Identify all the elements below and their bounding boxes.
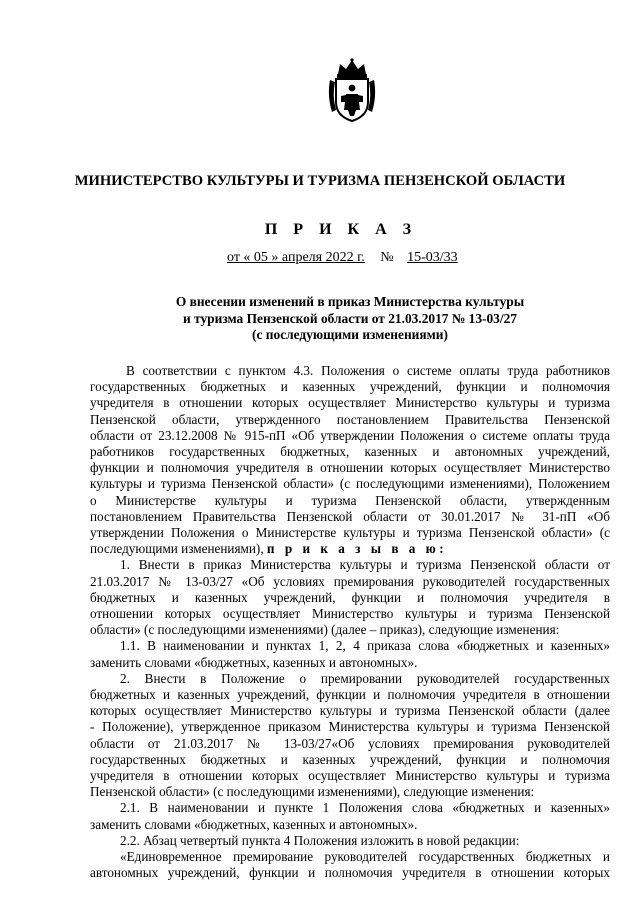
text-line: утверждении Положения о Министерстве культуры и туризма Пензенской области» (с (90, 525, 610, 541)
subject-line: (с последующими изменениями) (252, 327, 448, 342)
text-line: учредителя в отношении которых осуществляет Министерство культуры и туризма (90, 768, 610, 784)
preamble-paragraph (90, 363, 610, 557)
text-line: бюджетных и казенных учреждений, функции и полномочия учредителя в отношении (90, 687, 610, 703)
text-line: работников государственных бюджетных, казенных и автономных учреждений, (90, 444, 610, 460)
subject-line: и туризма Пензенской области от 21.03.2017 № 13-03/27 (183, 310, 517, 326)
text-line: учредителя в отношении которых осуществляет Министерство культуры и туризма (90, 395, 610, 411)
text-line: функции и полномочия учредителя в отношении которых осуществляет Министерство (90, 460, 610, 476)
text-line: 2.2. Абзац четвертый пункта 4 Положения изложить в новой редакции: (120, 832, 520, 848)
text-line (90, 541, 610, 557)
text-line: государственных бюджетных и казенных учреждений, функции и полномочия (90, 379, 610, 395)
paragraph-2-2 (90, 833, 610, 849)
text-line: 1. Внести в приказ Министерства культуры и туризма Пензенской области от (120, 557, 610, 573)
text-line: бюджетных и казенных учреждений, функции и полномочия учредителя в (90, 589, 610, 605)
text-line: о Министерстве культуры и туризма Пензенской области, утвержденным (90, 492, 610, 508)
text-line: 2. Внести в Положение о премировании руководителей государственных (120, 670, 610, 686)
order-date-number-line (227, 250, 458, 266)
text-line: 21.03.2017 № 13-03/27 «Об условиях премирования руководителей государственных (90, 573, 610, 589)
text-line: В соответствии с пунктом 4.3. Положения о системе оплаты труда работников (126, 363, 610, 378)
text-line: которых осуществляет Министерство культуры и туризма Пензенской области (далее (90, 703, 610, 719)
text-line: постановлением Правительства Пензенской области от 30.01.2017 № 31-пП «Об (90, 508, 610, 524)
text-line: 1.1. В наименовании и пунктах 1, 2, 4 приказа слова «бюджетных и казенных» (120, 638, 610, 654)
order-body (90, 363, 610, 882)
paragraph-quote (90, 849, 610, 881)
preamble-end: последующими изменениями), (90, 541, 264, 557)
order-subject (0, 294, 640, 344)
text-line: области от 23.12.2008 № 915-пП «Об утверждении Положения о системе оплаты труда (90, 427, 610, 443)
order-number-label: № (380, 250, 394, 265)
paragraph-1-1 (90, 638, 610, 670)
text-line: заменить словами «бюджетных, казенных и автономных». (90, 654, 418, 670)
paragraph-2 (90, 671, 610, 801)
order-date: от « 05 » апреля 2022 г. (227, 250, 365, 265)
subject-line: О внесении изменений в приказ Министерства культуры (175, 294, 525, 309)
text-line: отношении которых осуществляет Министерство культуры и туризма Пензенской (90, 606, 610, 622)
text-line: области» (с последующими изменениями) (далее – приказ), следующие изменения: (90, 622, 560, 638)
text-line: Пензенской области» (с последующими изменениями), следующие изменения: (90, 784, 535, 800)
text-line: автономных учреждений, функции и полномочия учредителя в отношении которых (90, 865, 610, 881)
penza-coat-of-arms-icon (326, 58, 378, 124)
order-word: п р и к а з ы в а ю: (266, 541, 448, 557)
text-line: государственных бюджетных и казенных учреждений, функции и полномочия (90, 751, 610, 767)
text-line: «Единовременное премирование руководителей государственных бюджетных и (120, 849, 610, 865)
paragraph-1 (90, 557, 610, 638)
document-type-title: П Р И К А З (264, 221, 418, 238)
order-number: 15-03/33 (407, 250, 458, 265)
text-line: культуры и туризма Пензенской области» (с последующими изменениями), Положением (90, 476, 610, 492)
text-line: Пензенской области, утвержденного постановлением Правительства Пензенской (90, 411, 610, 427)
text-line: области от 21.03.2017 № 13-03/27«Об условиях премирования руководителей (90, 735, 610, 751)
text-line: заменить словами «бюджетных, казенных и автономных». (90, 816, 418, 832)
text-line: - Положение), утвержденное приказом Министерства культуры и туризма Пензенской (90, 719, 610, 735)
text-line: 2.1. В наименовании и пункте 1 Положения слова «бюджетных и казенных» (120, 800, 610, 816)
ministry-name: МИНИСТЕРСТВО КУЛЬТУРЫ И ТУРИЗМА ПЕНЗЕНСКОЙ ОБЛАСТИ (74, 173, 566, 189)
paragraph-2-1 (90, 800, 610, 832)
